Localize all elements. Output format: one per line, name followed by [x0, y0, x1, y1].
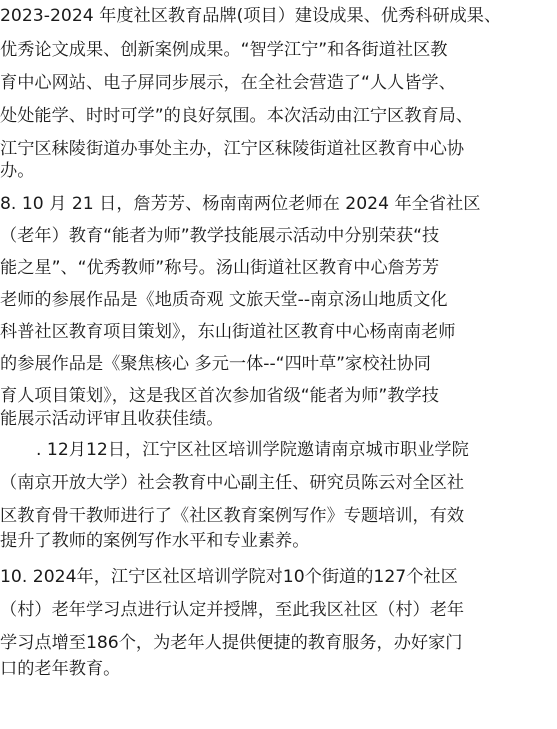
- text-line: 能之星”、“优秀教师”称号。汤山街道社区教育中心詹芳芳: [0, 258, 440, 278]
- text-line: 的参展作品是《聚焦核心 多元一体--“四叶草”家校社协同: [0, 354, 431, 374]
- text-line: 老师的参展作品是《地质奇观 文旅天堂--南京汤山地质文化: [0, 290, 448, 310]
- text-line: 江宁区秣陵街道办事处主办，江宁区秣陵街道社区教育中心协: [0, 139, 465, 159]
- text-line: 科普社区教育项目策划》，东山街道社区教育中心杨南南老师: [0, 322, 456, 342]
- text-line: 办。: [0, 161, 35, 181]
- text-line: 优秀论文成果、创新案例成果。“智学江宁”和各街道社区教: [0, 40, 448, 60]
- text-line: 育中心网站、电子屏同步展示，在全社会营造了“人人皆学、: [0, 73, 456, 93]
- text-line: . 12月12日，江宁区社区培训学院邀请南京城市职业学院: [36, 440, 469, 460]
- text-line: 提升了教师的案例写作水平和专业素养。: [0, 531, 310, 551]
- text-line: （老年）教育“能者为师”教学技能展示活动中分别荣获“技: [0, 226, 440, 246]
- text-line: 2023-2024 年度社区教育品牌(项目）建设成果、优秀科研成果、: [0, 6, 502, 26]
- text-line: 8. 10 月 21 日，詹芳芳、杨南南两位老师在 2024 年全省社区: [0, 194, 481, 214]
- text-line: 区教育骨干教师进行了《社区教育案例写作》专题培训，有效: [0, 506, 465, 526]
- text-line: 学习点增至186个，为老年人提供便捷的教育服务，办好家门: [0, 633, 463, 653]
- text-line: 处处能学、时时可学”的良好氛围。本次活动由江宁区教育局、: [0, 106, 473, 126]
- text-line: 口的老年教育。: [0, 659, 121, 679]
- text-line: 10. 2024年，江宁区社区培训学院对10个街道的127个社区: [0, 567, 458, 587]
- text-line: 育人项目策划》，这是我区首次参加省级“能者为师”教学技: [0, 386, 439, 406]
- text-line: （村）老年学习点进行认定并授牌，至此我区社区（村）老年: [0, 600, 465, 620]
- text-line: 能展示活动评审且收获佳绩。: [0, 409, 224, 429]
- text-line: （南京开放大学）社会教育中心副主任、研究员陈云对全区社: [0, 473, 465, 493]
